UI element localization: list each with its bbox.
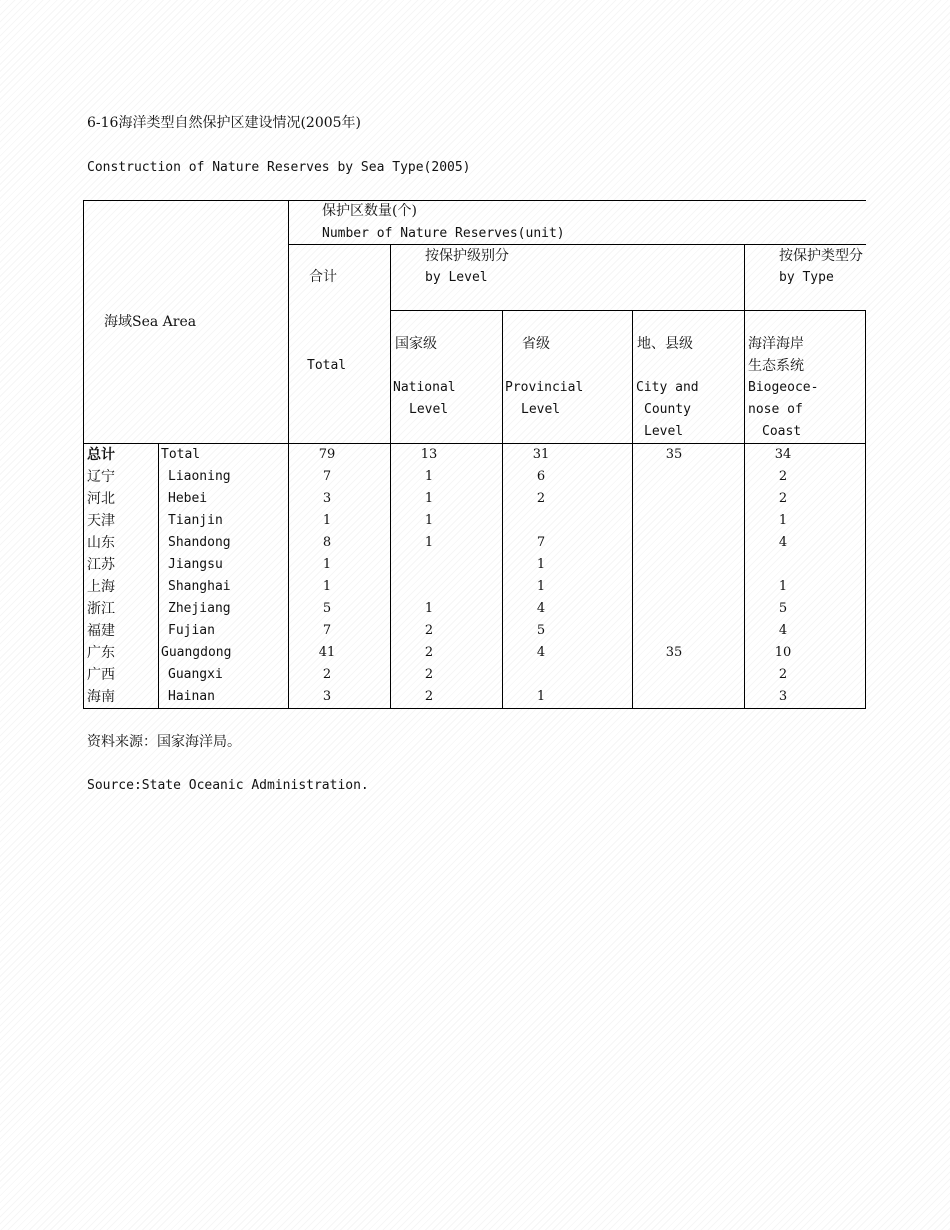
cell-en: Tianjin bbox=[168, 513, 223, 528]
cell-total: 41 bbox=[318, 645, 336, 660]
cell-national bbox=[391, 554, 467, 576]
header-national-en2: Level bbox=[409, 402, 449, 417]
cell-en: Shandong bbox=[168, 535, 231, 550]
cell-city: 35 bbox=[665, 645, 683, 660]
cell-total: 7 bbox=[322, 623, 332, 638]
cell-en: Jiangsu bbox=[168, 557, 223, 572]
header-provincial-en1: Provincial bbox=[505, 380, 584, 395]
cell-bio: 1 bbox=[778, 513, 788, 528]
cell-city bbox=[633, 620, 715, 642]
header-bylevel-cn: 按保护级别分 bbox=[425, 248, 509, 264]
cell-bio: 2 bbox=[778, 491, 788, 506]
cell-cn: 海南 bbox=[87, 689, 115, 705]
header-total-en: Total bbox=[307, 358, 347, 373]
cell-city bbox=[633, 532, 715, 554]
cell-cn: 天津 bbox=[87, 513, 115, 529]
cell-total: 7 bbox=[322, 469, 332, 484]
cell-provincial: 2 bbox=[536, 491, 546, 506]
cell-en: Zhejiang bbox=[168, 601, 231, 616]
source-cn: 资料来源：国家海洋局。 bbox=[87, 734, 241, 750]
cell-total: 5 bbox=[322, 601, 332, 616]
cell-cn: 江苏 bbox=[87, 557, 115, 573]
cell-cn: 浙江 bbox=[87, 601, 115, 617]
cell-provincial bbox=[503, 664, 579, 686]
header-bio-cn2: 生态系统 bbox=[748, 358, 804, 374]
cell-bio: 1 bbox=[778, 579, 788, 594]
cell-city bbox=[633, 686, 715, 708]
header-bio-en3: Coast bbox=[762, 424, 802, 439]
cell-en: Guangdong bbox=[161, 645, 232, 660]
header-city-cn: 地、县级 bbox=[637, 336, 693, 352]
header-sea-area: 海域Sea Area bbox=[104, 314, 197, 330]
cell-en: Total bbox=[161, 447, 201, 462]
cell-bio bbox=[745, 554, 821, 576]
cell-city bbox=[633, 510, 715, 532]
table-title-en: Construction of Nature Reserves by Sea Type(2005) bbox=[87, 160, 471, 175]
cell-cn: 辽宁 bbox=[87, 469, 115, 485]
header-bio-cn1: 海洋海岸 bbox=[748, 336, 804, 352]
cell-total: 1 bbox=[322, 557, 332, 572]
cell-national: 1 bbox=[424, 491, 434, 506]
cell-cn: 广西 bbox=[87, 667, 115, 683]
cell-provincial: 1 bbox=[536, 557, 546, 572]
cell-total: 8 bbox=[322, 535, 332, 550]
cell-en: Hainan bbox=[168, 689, 215, 704]
cell-bio: 10 bbox=[774, 645, 792, 660]
cell-national: 2 bbox=[424, 667, 434, 682]
header-national-en1: National bbox=[393, 380, 456, 395]
header-city-en3: Level bbox=[644, 424, 684, 439]
cell-bio: 4 bbox=[778, 623, 788, 638]
cell-cn: 上海 bbox=[87, 579, 115, 595]
cell-total: 2 bbox=[322, 667, 332, 682]
header-total-cn: 合计 bbox=[309, 269, 337, 285]
cell-cn: 河北 bbox=[87, 491, 115, 507]
cell-provincial: 5 bbox=[536, 623, 546, 638]
cell-national: 13 bbox=[420, 447, 438, 462]
cell-total: 3 bbox=[322, 689, 332, 704]
header-national-cn: 国家级 bbox=[395, 336, 437, 352]
cell-city: 35 bbox=[665, 447, 683, 462]
cell-city bbox=[633, 598, 715, 620]
cell-bio: 2 bbox=[778, 667, 788, 682]
header-count-en: Number of Nature Reserves(unit) bbox=[322, 226, 565, 241]
header-provincial-en2: Level bbox=[521, 402, 561, 417]
cell-city bbox=[633, 664, 715, 686]
cell-national: 1 bbox=[424, 535, 434, 550]
cell-national: 1 bbox=[424, 469, 434, 484]
cell-national bbox=[391, 576, 467, 598]
cell-cn: 总计 bbox=[87, 447, 115, 463]
cell-city bbox=[633, 466, 715, 488]
cell-national: 2 bbox=[424, 623, 434, 638]
cell-bio: 2 bbox=[778, 469, 788, 484]
cell-total: 3 bbox=[322, 491, 332, 506]
cell-national: 1 bbox=[424, 601, 434, 616]
table-title-cn: 6-16海洋类型自然保护区建设情况(2005年) bbox=[87, 115, 362, 131]
cell-provincial: 1 bbox=[536, 579, 546, 594]
cell-cn: 福建 bbox=[87, 623, 115, 639]
source-en: Source:State Oceanic Administration. bbox=[87, 778, 369, 793]
cell-en: Liaoning bbox=[168, 469, 231, 484]
cell-bio: 4 bbox=[778, 535, 788, 550]
cell-bio: 3 bbox=[778, 689, 788, 704]
header-count-cn: 保护区数量(个) bbox=[322, 203, 417, 219]
cell-en: Guangxi bbox=[168, 667, 223, 682]
header-bio-en2: nose of bbox=[748, 402, 803, 417]
cell-national: 2 bbox=[424, 645, 434, 660]
cell-national: 2 bbox=[424, 689, 434, 704]
cell-en: Hebei bbox=[168, 491, 208, 506]
cell-total: 79 bbox=[318, 447, 336, 462]
cell-provincial: 4 bbox=[536, 645, 546, 660]
cell-city bbox=[633, 576, 715, 598]
cell-provincial: 1 bbox=[536, 689, 546, 704]
cell-city bbox=[633, 488, 715, 510]
header-city-en2: County bbox=[644, 402, 691, 417]
cell-total: 1 bbox=[322, 513, 332, 528]
header-bytype-en: by Type bbox=[779, 270, 834, 285]
cell-provincial bbox=[503, 510, 579, 532]
cell-bio: 5 bbox=[778, 601, 788, 616]
cell-national: 1 bbox=[424, 513, 434, 528]
cell-bio: 34 bbox=[774, 447, 792, 462]
cell-city bbox=[633, 554, 715, 576]
cell-provincial: 4 bbox=[536, 601, 546, 616]
cell-provincial: 7 bbox=[536, 535, 546, 550]
header-provincial-cn: 省级 bbox=[522, 336, 550, 352]
header-bio-en1: Biogeoce- bbox=[748, 380, 819, 395]
header-city-en1: City and bbox=[636, 380, 699, 395]
cell-total: 1 bbox=[322, 579, 332, 594]
cell-cn: 广东 bbox=[87, 645, 115, 661]
header-bytype-cn: 按保护类型分 bbox=[779, 248, 863, 264]
cell-en: Shanghai bbox=[168, 579, 231, 594]
cell-provincial: 31 bbox=[532, 447, 550, 462]
cell-en: Fujian bbox=[168, 623, 215, 638]
cell-provincial: 6 bbox=[536, 469, 546, 484]
header-bylevel-en: by Level bbox=[425, 270, 488, 285]
header-bytype bbox=[745, 244, 865, 310]
cell-cn: 山东 bbox=[87, 535, 115, 551]
